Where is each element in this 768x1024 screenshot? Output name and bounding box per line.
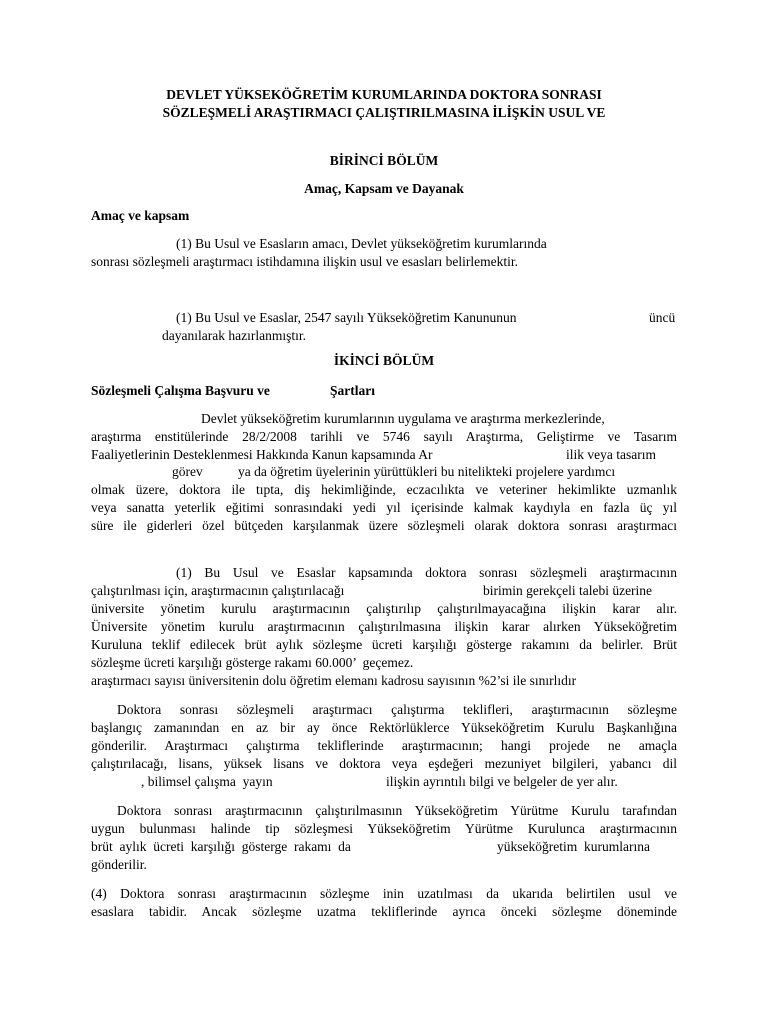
paragraph-3-line-5: olmak üzere, doktora ile tıpta, diş hekimliğinde, eczacılıkta ve veteriner hekimlikte uzmanlık xyxy=(91,482,677,497)
paragraph-4-line-6: sözleşme ücreti karşılığı gösterge rakamı 60.000’ geçemez. xyxy=(91,655,414,670)
paragraph-6-line-3a: brüt aylık ücreti karşılığı gösterge rakamı da xyxy=(91,839,351,854)
paragraph-5-line-2: başlangıç zamanından en az bir ay önce Rektörlüklerce Yükseköğretim Kurulu Başkanlığına xyxy=(91,720,677,735)
paragraph-3-line-3b: ilik veya tasarım xyxy=(566,447,656,462)
section-heading-1: BİRİNCİ BÖLÜM xyxy=(329,153,439,168)
paragraph-5-line-3: gönderilir. Araştırmacı çalıştırma tekliflerinde araştırmacının; hangi projede ne amaçla xyxy=(91,738,677,753)
paragraph-4-line-2a: çalıştırılması için, araştırmacının çalıştırılacağı xyxy=(91,583,345,598)
paragraph-5-line-5b: ilişkin ayrıntılı bilgi ve belgeler de yer alır. xyxy=(386,774,618,789)
paragraph-3-line-4b: ya da öğretim üyelerinin yürüttükleri bu nitelikteki projelere yardımcı xyxy=(238,464,616,479)
paragraph-4-line-5: Kuruluna teklif edilecek brüt aylık sözleşme ücreti karşılığı gösterge rakamını da belirler. Brüt xyxy=(91,637,677,652)
paragraph-3-line-2: araştırma enstitülerinde 28/2/2008 tarihli ve 5746 sayılı Araştırma, Geliştirme ve Tasarım xyxy=(91,429,677,444)
paragraph-4-line-4: Üniversite yönetim kurulu araştırmacının çalıştırılmasına ilişkin karar alırken Yükseköğretim xyxy=(91,619,677,634)
paragraph-4-line-1: (1) Bu Usul ve Esaslar kapsamında doktora sonrası sözleşmeli araştırmacının xyxy=(176,565,677,580)
paragraph-3-line-4a: görev xyxy=(172,464,203,479)
paragraph-3-line-6: veya sanatta yeterlik eğitimi sonrasındaki yedi yıl içerisinde kalmak kaydıyla en fazla üç yıl xyxy=(91,500,677,515)
paragraph-1-line-2: sonrası sözleşmeli araştırmacı istihdamına ilişkin usul ve esasları belirlemektir. xyxy=(91,254,519,269)
paragraph-4-line-3: üniversite yönetim kurulu araştırmacının çalıştırılıp çalıştırılmayacağına ilişkin karar alır. xyxy=(91,601,677,616)
paragraph-5-line-5a: , bilimsel çalışma yayın xyxy=(141,774,273,789)
paragraph-1-line-1: (1) Bu Usul ve Esasların amacı, Devlet yükseköğretim kurumlarında xyxy=(176,236,547,251)
paragraph-2-line-1b: üncü xyxy=(649,310,676,325)
paragraph-6-line-1: Doktora sonrası araştırmacının çalıştırılmasının Yükseköğretim Yürütme Kurulu tarafından xyxy=(117,803,677,818)
paragraph-2-line-2: dayanılarak hazırlanmıştır. xyxy=(162,328,306,343)
paragraph-5-line-1: Doktora sonrası sözleşmeli araştırmacı çalıştırma teklifleri, araştırmacının sözleşme xyxy=(117,702,677,717)
paragraph-4-line-2b: birimin gerekçeli talebi üzerine xyxy=(483,583,653,598)
paragraph-6-line-4: gönderilir. xyxy=(91,857,147,872)
article-title-purpose: Amaç ve kapsam xyxy=(91,208,190,223)
article-title-application-a: Sözleşmeli Çalışma Başvuru ve xyxy=(91,383,270,398)
paragraph-5-line-4: çalıştırılacağı, lisans, yüksek lisans ve doktora veya eşdeğeri mezuniyet bilgileri, yabancı dil xyxy=(91,756,677,771)
section-subheading-1: Amaç, Kapsam ve Dayanak xyxy=(304,181,464,196)
paragraph-6-line-3b: yükseköğretim kurumlarına xyxy=(497,839,650,854)
paragraph-3-line-7: süre ile giderleri özel bütçeden karşılanmak üzere sözleşmeli olarak doktora sonrası araştırmacı xyxy=(91,518,677,533)
paragraph-7-line-1: (4) Doktora sonrası araştırmacının sözleşme inin uzatılması da ukarıda belirtilen usul ve xyxy=(91,886,677,901)
article-title-application-b: Şartları xyxy=(330,383,375,398)
section-heading-2: İKİNCİ BÖLÜM xyxy=(333,353,435,368)
paragraph-3-line-3a: Faaliyetlerinin Desteklenmesi Hakkında Kanun kapsamında Ar xyxy=(91,447,433,462)
paragraph-6-line-2: uygun bulunması halinde tip sözleşmesi Yükseköğretim Yürütme Kurulunca araştırmacının xyxy=(91,821,677,836)
document-title-line-1: DEVLET YÜKSEKÖĞRETİM KURUMLARINDA DOKTORA SONRASI xyxy=(166,87,602,102)
paragraph-4-line-7: araştırmacı sayısı üniversitenin dolu öğretim elemanı kadrosu sayısının %2’si ile sınırlıdır xyxy=(91,673,577,688)
paragraph-3-line-1: Devlet yükseköğretim kurumlarının uygulama ve araştırma merkezlerinde, xyxy=(201,411,605,426)
paragraph-7-line-2: esaslara tabidir. Ancak sözleşme uzatma tekliflerinde ayrıca önceki sözleşme döneminde xyxy=(91,904,677,919)
paragraph-2-line-1a: (1) Bu Usul ve Esaslar, 2547 sayılı Yükseköğretim Kanununun xyxy=(176,310,517,325)
document-title-line-2: SÖZLEŞMELİ ARAŞTIRMACI ÇALIŞTIRILMASINA İLİŞKİN USUL VE xyxy=(162,105,606,120)
